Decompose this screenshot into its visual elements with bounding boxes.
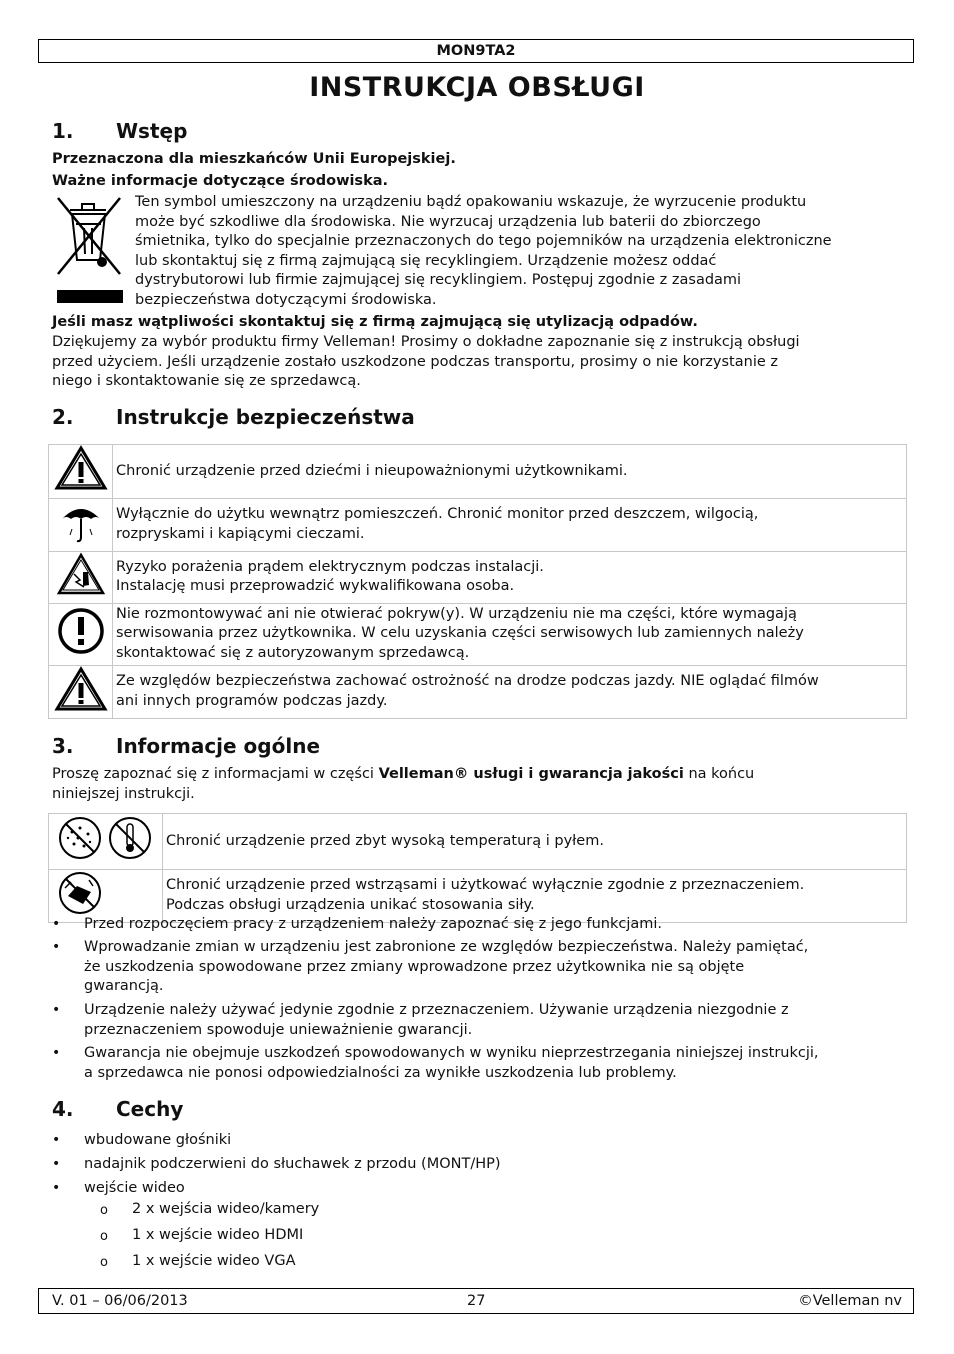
page-title: INSTRUKCJA OBSŁUGI xyxy=(309,72,645,103)
safety-text: Chronić urządzenie przed dziećmi i nieupoważnionymi użytkownikami. xyxy=(113,445,907,499)
weee-line: śmietnika, tylko do specjalnie przeznaczonych do tego pojemników na urządzenia elektroniczne xyxy=(135,233,832,249)
table-row xyxy=(49,498,907,552)
thanks-line: Dziękujemy za wybór produktu firmy Velleman! Prosimy o dokładne zapoznanie się z instrukcją obsługi xyxy=(52,334,800,350)
section-title: Informacje ogólne xyxy=(116,734,321,758)
weee-bin-icon xyxy=(52,194,126,306)
thanks-text xyxy=(52,333,800,392)
section-1-heading xyxy=(52,118,187,144)
safety-table xyxy=(48,444,907,719)
electric-shock-icon xyxy=(49,552,113,604)
weee-line: może być szkodliwe dla środowiska. Nie wyrzucaj urządzenia lub baterii do zbiorczego xyxy=(135,213,761,230)
section-title: Wstęp xyxy=(116,119,188,143)
footer-version: V. 01 – 06/06/2013 xyxy=(52,1293,188,1309)
eu-line: Przeznaczona dla mieszkańców Unii Europejskiej. xyxy=(52,151,456,167)
table-row xyxy=(49,552,907,604)
table-row xyxy=(49,603,907,665)
section-3-heading xyxy=(52,733,320,759)
general-intro: Proszę zapoznać się z informacjami w części Velleman® usługi i gwarancja jakości na końcu niniejszej instrukcji. xyxy=(52,766,755,802)
weee-line: Ten symbol umieszczony na urządzeniu bądź opakowaniu wskazuje, że wyrzucenie produktu xyxy=(135,194,807,210)
warning-triangle-icon xyxy=(49,445,113,499)
safety-text: Wyłącznie do użytku wewnątrz pomieszczeń. Chronić monitor przed deszczem, wilgocią, rozpryskami i kapiącymi cieczami. xyxy=(113,498,907,552)
thanks-line: niego i skontaktowanie się ze sprzedawcą. xyxy=(52,373,361,389)
doubt-line: Jeśli masz wątpliwości skontaktuj się z firmą zajmującą się utylizacją odpadów. xyxy=(52,314,698,330)
exclamation-circle-icon xyxy=(49,603,113,665)
safety-text: Ze względów bezpieczeństwa zachować ostrożność na drodze podczas jazdy. NIE oglądać filmów ani innych programów podczas jazdy. xyxy=(113,665,907,719)
section-2-heading xyxy=(52,404,415,430)
weee-text xyxy=(135,193,832,310)
section-4-heading xyxy=(52,1096,183,1122)
env-heading: Ważne informacje dotyczące środowiska. xyxy=(52,173,388,189)
general-text: Chronić urządzenie przed zbyt wysoką temperaturą i pyłem. xyxy=(163,814,907,870)
footer-copyright: ©Velleman nv xyxy=(798,1293,902,1309)
footer xyxy=(38,1288,914,1314)
warning-triangle-icon xyxy=(49,665,113,719)
safety-text: Ryzyko porażenia prądem elektrycznym podczas instalacji. Instalację musi przeprowadzić wykwalifikowana osoba. xyxy=(113,552,907,604)
weee-line: bezpieczeństwa dotyczącymi środowiska. xyxy=(135,291,437,308)
table-row xyxy=(49,445,907,499)
section-number: 4. xyxy=(52,1097,74,1121)
umbrella-icon xyxy=(49,498,113,552)
header-model: MON9TA2 xyxy=(38,39,914,63)
general-table xyxy=(48,813,907,923)
section-title: Cechy xyxy=(116,1097,184,1121)
weee-line: lub skontaktuj się z firmą zajmującą się recyklingiem. Urządzenie możesz oddać xyxy=(135,252,717,269)
no-heat-no-dust-icon xyxy=(49,814,163,870)
table-row xyxy=(49,665,907,719)
section-number: 3. xyxy=(52,734,74,758)
thanks-line: przed użyciem. Jeśli urządzenie zostało uszkodzone podczas transportu, prosimy o nie korzystanie z xyxy=(52,353,778,370)
general-text: Chronić urządzenie przed wstrząsami i użytkować wyłącznie zgodnie z przeznaczeniem. Podczas obsługi urządzenia unikać stosowania siły. xyxy=(163,869,907,923)
section-title: Instrukcje bezpieczeństwa xyxy=(116,405,415,429)
page-number: 27 xyxy=(467,1293,486,1309)
table-row xyxy=(49,814,907,870)
safety-text: Nie rozmontowywać ani nie otwierać pokryw(y). W urządzeniu nie ma części, które wymagają serwisowania przez użytkownika. W celu uzyskania części serwisowych lub zamiennych należy skontaktować się z autoryzowanym sprzedawcą. xyxy=(113,603,907,665)
section-number: 2. xyxy=(52,405,74,429)
section-number: 1. xyxy=(52,119,74,143)
weee-line: dystrybutorowi lub firmie zajmującej się recyklingiem. Postępuj zgodnie z zasadami xyxy=(135,272,742,288)
